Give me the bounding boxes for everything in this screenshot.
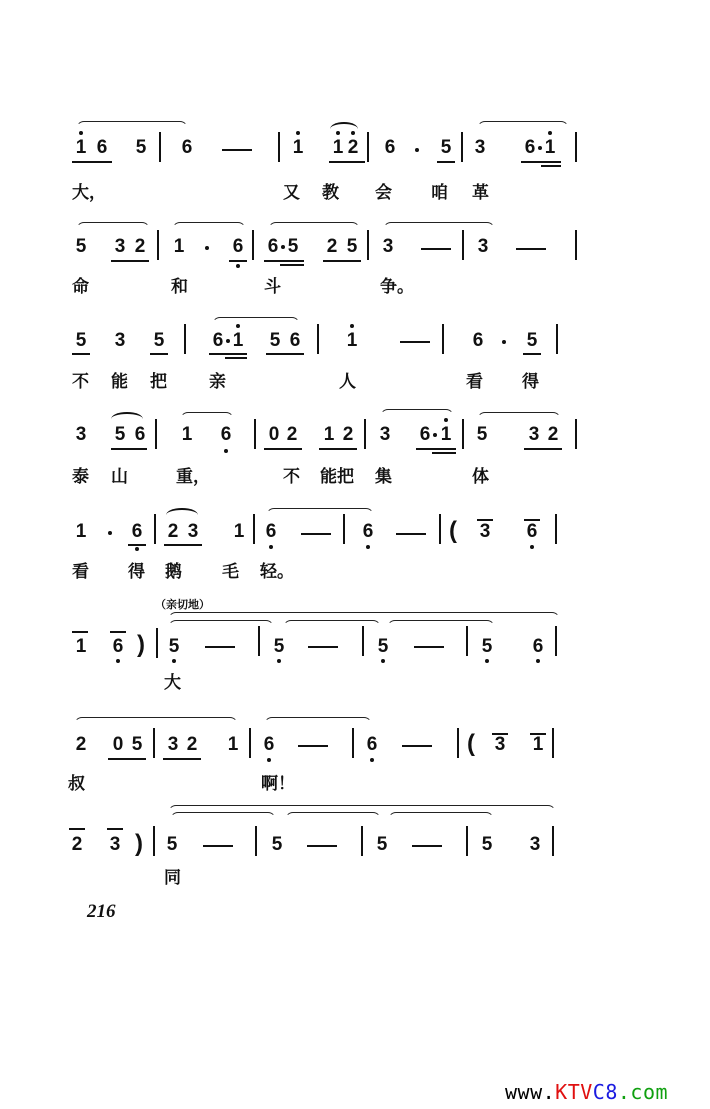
watermark-prefix: www.	[505, 1080, 556, 1104]
high-octave-dot	[79, 131, 83, 135]
note: 2	[75, 734, 87, 755]
note: 1	[532, 734, 544, 755]
note: 0	[268, 424, 280, 445]
underline	[163, 758, 201, 760]
note: 1	[75, 636, 87, 657]
augmentation-dot	[226, 339, 230, 343]
note: 2	[347, 137, 359, 158]
underline	[524, 448, 562, 450]
underline	[225, 357, 247, 359]
note: 1	[232, 330, 244, 351]
note: 1	[233, 521, 245, 542]
overline	[530, 733, 546, 735]
note: 6	[232, 236, 244, 257]
low-octave-dot	[366, 545, 370, 549]
lyric: 能	[111, 372, 128, 392]
lyric: 又	[283, 183, 300, 203]
note: 3	[529, 834, 541, 855]
slur	[285, 812, 381, 821]
note: 1	[346, 330, 358, 351]
watermark-ktv: KTV	[555, 1080, 593, 1104]
barline	[153, 728, 155, 758]
overline	[110, 631, 126, 633]
note: 6	[181, 137, 193, 158]
page-number: 216	[87, 901, 116, 922]
note: 6	[524, 137, 536, 158]
note: 1	[332, 137, 344, 158]
underline	[72, 353, 90, 355]
note: 1	[544, 137, 556, 158]
slur	[74, 717, 238, 726]
slur	[477, 412, 561, 421]
lyric: 亲	[209, 372, 226, 392]
barline	[442, 324, 444, 354]
dash	[414, 646, 444, 648]
note: 5	[114, 424, 126, 445]
barline	[258, 626, 260, 656]
barline	[575, 419, 577, 449]
underline	[128, 544, 146, 546]
barline	[466, 826, 468, 856]
high-octave-dot	[296, 131, 300, 135]
barline	[278, 132, 280, 162]
barline	[575, 132, 577, 162]
augmentation-dot	[415, 148, 419, 152]
note: 5	[481, 834, 493, 855]
lyric: 大，	[72, 183, 106, 203]
barline	[184, 324, 186, 354]
barline	[317, 324, 319, 354]
underline	[72, 161, 112, 163]
note: 3	[382, 236, 394, 257]
note: 6	[212, 330, 224, 351]
slur	[212, 317, 300, 326]
note: 6	[362, 521, 374, 542]
note: 6	[526, 521, 538, 542]
augmentation-dot	[108, 531, 112, 535]
lyric: 看	[466, 372, 483, 392]
slur	[170, 812, 276, 821]
lyric: 斗	[264, 277, 281, 297]
underline	[111, 260, 149, 262]
barline	[439, 514, 441, 544]
note: 2	[134, 236, 146, 257]
dash	[396, 533, 426, 535]
note: 1	[75, 137, 87, 158]
dash	[203, 845, 233, 847]
underline	[264, 260, 304, 262]
note: 6	[112, 636, 124, 657]
note: 5	[377, 636, 389, 657]
note: 5	[476, 424, 488, 445]
barline	[364, 419, 366, 449]
note: 1	[292, 137, 304, 158]
lyric: 轻。	[260, 562, 294, 582]
low-octave-dot	[172, 659, 176, 663]
note: 3	[114, 330, 126, 351]
augmentation-dot	[205, 246, 209, 250]
note: 6	[263, 734, 275, 755]
dash	[421, 248, 451, 250]
slur	[477, 121, 569, 130]
open-paren: (	[467, 730, 475, 757]
lyric: 叔	[68, 774, 85, 794]
slur	[76, 222, 150, 231]
barline	[255, 826, 257, 856]
underline	[111, 448, 147, 450]
slur	[380, 409, 454, 418]
note: 5	[135, 137, 147, 158]
lyric: 把	[150, 372, 167, 392]
slur	[283, 620, 381, 629]
note: 5	[346, 236, 358, 257]
note: 6	[532, 636, 544, 657]
lyric: 大	[164, 673, 181, 693]
note: 6	[131, 521, 143, 542]
high-octave-dot	[336, 131, 340, 135]
barline	[362, 626, 364, 656]
underline	[108, 758, 146, 760]
low-octave-dot	[536, 659, 540, 663]
note: 5	[440, 137, 452, 158]
overline	[524, 519, 540, 521]
note: 6	[472, 330, 484, 351]
overline	[477, 519, 493, 521]
barline	[462, 419, 464, 449]
barline	[552, 826, 554, 856]
slur	[266, 508, 374, 517]
note: 3	[474, 137, 486, 158]
augmentation-dot	[281, 245, 285, 249]
note: 1	[181, 424, 193, 445]
low-octave-dot	[530, 545, 534, 549]
dash	[222, 149, 252, 151]
lyric: 不	[72, 372, 89, 392]
barline	[361, 826, 363, 856]
note: 5	[273, 636, 285, 657]
low-octave-dot	[267, 758, 271, 762]
note: 1	[75, 521, 87, 542]
note: 2	[326, 236, 338, 257]
slur	[388, 812, 494, 821]
dash	[402, 745, 432, 747]
low-octave-dot	[485, 659, 489, 663]
barline	[153, 826, 155, 856]
low-octave-dot	[277, 659, 281, 663]
low-octave-dot	[224, 449, 228, 453]
lyric: 重，	[176, 467, 210, 487]
underline	[264, 448, 302, 450]
slur	[387, 620, 495, 629]
slur	[172, 222, 246, 231]
overline	[492, 733, 508, 735]
close-paren: )	[137, 631, 145, 658]
barline	[159, 132, 161, 162]
overline	[107, 828, 123, 830]
underline	[541, 165, 561, 167]
lyric: 鹅	[165, 562, 182, 582]
note: 2	[71, 834, 83, 855]
note: 5	[269, 330, 281, 351]
underline	[164, 544, 202, 546]
note: 5	[526, 330, 538, 351]
note: 3	[75, 424, 87, 445]
note: 2	[167, 521, 179, 542]
lyric: 得	[128, 562, 145, 582]
underline	[209, 353, 247, 355]
note: 1	[173, 236, 185, 257]
barline	[252, 230, 254, 260]
barline	[367, 230, 369, 260]
barline	[555, 626, 557, 656]
note: 3	[379, 424, 391, 445]
low-octave-dot	[236, 264, 240, 268]
note: 5	[168, 636, 180, 657]
lyric: 命	[72, 277, 89, 297]
note: 5	[75, 236, 87, 257]
note: 2	[186, 734, 198, 755]
note: 0	[112, 734, 124, 755]
note: 3	[479, 521, 491, 542]
low-octave-dot	[116, 659, 120, 663]
barline	[461, 132, 463, 162]
high-octave-dot	[444, 418, 448, 422]
overline	[72, 631, 88, 633]
underline	[329, 161, 365, 163]
high-octave-dot	[548, 131, 552, 135]
barline	[466, 626, 468, 656]
lyric: 得	[522, 372, 539, 392]
lyric: 会	[375, 183, 392, 203]
augmentation-dot	[433, 433, 437, 437]
barline	[253, 514, 255, 544]
barline	[352, 728, 354, 758]
note: 5	[481, 636, 493, 657]
high-octave-dot	[236, 324, 240, 328]
note: 5	[271, 834, 283, 855]
note: 5	[376, 834, 388, 855]
underline	[432, 452, 456, 454]
slur	[180, 412, 234, 421]
lyric: 争。	[380, 277, 414, 297]
note: 6	[419, 424, 431, 445]
note: 6	[384, 137, 396, 158]
barline	[157, 230, 159, 260]
barline	[254, 419, 256, 449]
watermark-suffix: .com	[617, 1080, 669, 1104]
dash	[298, 745, 328, 747]
lyric: 同	[164, 868, 181, 888]
barline	[552, 728, 554, 758]
note: 6	[220, 424, 232, 445]
lyric: 咱	[431, 183, 448, 203]
slur	[76, 121, 188, 130]
overline	[69, 828, 85, 830]
lyric: 泰	[72, 467, 89, 487]
barline	[154, 514, 156, 544]
lyric: 革	[472, 183, 489, 203]
note: 6	[134, 424, 146, 445]
lyric: 看	[72, 562, 89, 582]
underline	[229, 260, 247, 262]
low-octave-dot	[269, 545, 273, 549]
note: 5	[166, 834, 178, 855]
note: 6	[265, 521, 277, 542]
lyric: 毛	[222, 562, 239, 582]
high-octave-dot	[351, 131, 355, 135]
underline	[437, 161, 455, 163]
barline	[249, 728, 251, 758]
dash	[412, 845, 442, 847]
barline	[575, 230, 577, 260]
underline	[266, 353, 304, 355]
note: 6	[289, 330, 301, 351]
lyric: 啊！	[261, 774, 295, 794]
low-octave-dot	[381, 659, 385, 663]
augmentation-dot	[502, 340, 506, 344]
note: 1	[323, 424, 335, 445]
note: 5	[75, 330, 87, 351]
note: 6	[96, 137, 108, 158]
dash	[400, 341, 430, 343]
close-paren: )	[135, 830, 143, 857]
barline	[555, 514, 557, 544]
slur	[264, 717, 372, 726]
watermark	[505, 1080, 668, 1104]
lyric: 能把	[320, 467, 354, 487]
low-octave-dot	[370, 758, 374, 762]
lyric: 集	[375, 467, 392, 487]
note: 3	[494, 734, 506, 755]
dash	[301, 533, 331, 535]
barline	[462, 230, 464, 260]
barline	[343, 514, 345, 544]
lyric: 不	[283, 467, 300, 487]
note: 3	[187, 521, 199, 542]
lyric: 人	[339, 372, 356, 392]
note: 2	[342, 424, 354, 445]
watermark-c8: C8	[592, 1080, 618, 1104]
note: 5	[287, 236, 299, 257]
lyric: 教	[322, 183, 339, 203]
underline	[416, 448, 456, 450]
barline	[556, 324, 558, 354]
note: 3	[167, 734, 179, 755]
note: 2	[286, 424, 298, 445]
dash	[516, 248, 546, 250]
barline	[156, 628, 158, 658]
note: 5	[131, 734, 143, 755]
underline	[280, 264, 304, 266]
underline	[523, 353, 541, 355]
underline	[319, 448, 357, 450]
dash	[308, 646, 338, 648]
high-octave-dot	[350, 324, 354, 328]
underline	[150, 353, 168, 355]
note: 3	[109, 834, 121, 855]
tie	[166, 508, 198, 522]
note: 2	[547, 424, 559, 445]
underline	[521, 161, 561, 163]
note: 3	[114, 236, 126, 257]
note: 5	[153, 330, 165, 351]
underline	[323, 260, 361, 262]
lyric: 体	[472, 467, 489, 487]
expression-marking: （亲切地）	[155, 598, 210, 611]
augmentation-dot	[538, 146, 542, 150]
lyric: 山	[111, 467, 128, 487]
note: 1	[227, 734, 239, 755]
note: 3	[477, 236, 489, 257]
note: 3	[528, 424, 540, 445]
slur	[268, 222, 360, 231]
barline	[457, 728, 459, 758]
slur	[383, 222, 495, 231]
note: 6	[366, 734, 378, 755]
note: 1	[440, 424, 452, 445]
open-paren: (	[449, 517, 457, 544]
dash	[307, 845, 337, 847]
barline	[155, 419, 157, 449]
low-octave-dot	[135, 547, 139, 551]
note: 6	[267, 236, 279, 257]
dash	[205, 646, 235, 648]
barline	[367, 132, 369, 162]
lyric: 和	[171, 277, 188, 297]
